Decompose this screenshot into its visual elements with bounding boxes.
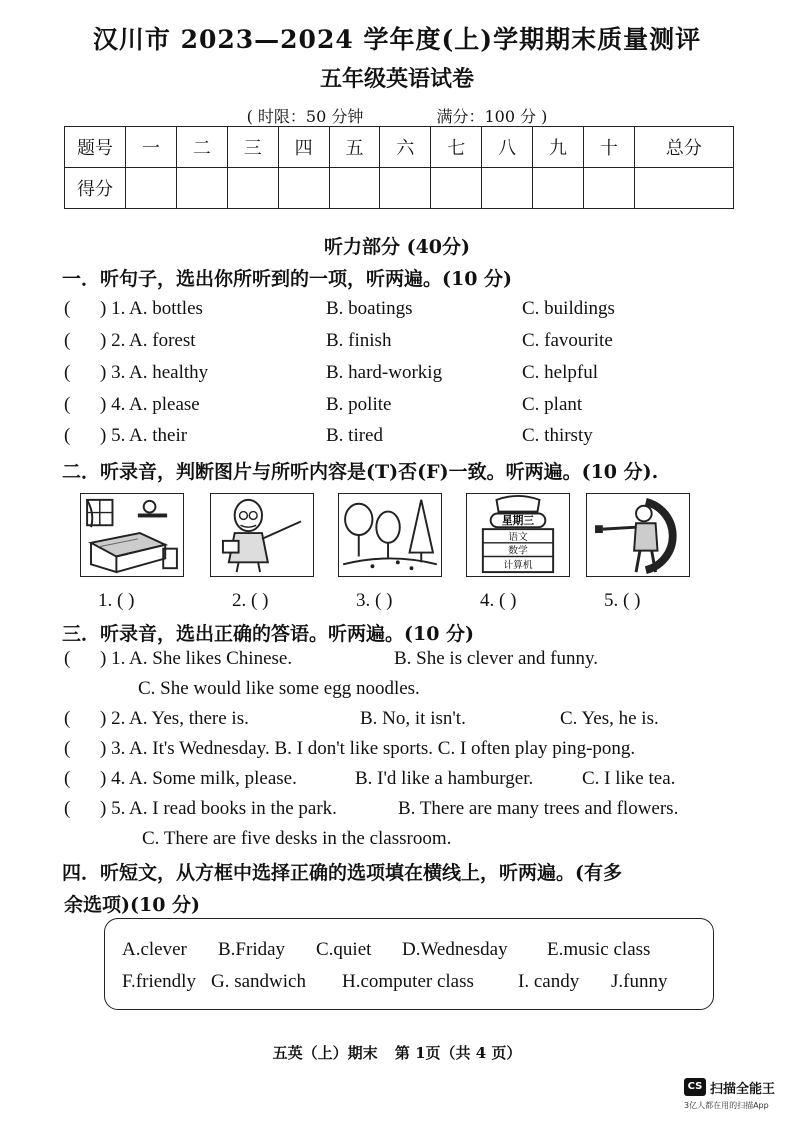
picture-answer[interactable]: 3. ( ) xyxy=(356,590,393,611)
trees-icon xyxy=(339,494,441,576)
picture-answer[interactable]: 1. ( ) xyxy=(98,590,135,611)
option-a: ) 4. A. Some milk, please. xyxy=(100,768,297,789)
section4-title: 四．听短文，从方框中选择正确的选项填在横线上，听两遍。(有多 xyxy=(62,862,622,884)
picture-answer[interactable]: 2. ( ) xyxy=(232,590,269,611)
picture-answer[interactable]: 4. ( ) xyxy=(480,590,517,611)
option-a: ) 4. A. please xyxy=(100,394,200,415)
options: ) 3. A. It's Wednesday. B. I don't like sports. C. I often play ping-pong. xyxy=(100,738,636,759)
option-item: E.music class xyxy=(547,939,651,960)
page-footer xyxy=(0,1042,794,1063)
score-row-label: 得分 xyxy=(65,168,126,209)
option-b: B. No, it isn't. xyxy=(360,708,466,729)
timetable-row: 语文 xyxy=(508,531,528,543)
option-b: B. polite xyxy=(326,394,392,415)
exam-subtitle: 五年级英语试卷 xyxy=(319,66,474,92)
teacher-picture xyxy=(210,493,314,577)
option-a: ) 2. A. forest xyxy=(100,330,196,351)
bedroom-picture xyxy=(80,493,184,577)
score-input-cell[interactable] xyxy=(227,168,278,209)
option-item: C.quiet xyxy=(316,939,372,960)
answer-paren[interactable]: ( xyxy=(64,425,71,446)
score-input-cell[interactable] xyxy=(634,168,733,209)
option-item: B.Friday xyxy=(218,939,286,960)
option-c: C. Yes, he is. xyxy=(560,708,659,729)
answer-paren[interactable]: ( xyxy=(64,394,71,415)
score-table-score-row xyxy=(65,168,734,209)
option-a: ) 3. A. healthy xyxy=(100,362,209,383)
exam-title: 汉川市 2023—2024 学年度(上)学期期末质量测评 xyxy=(92,25,702,54)
time-limit: ( 时限：50 分钟 xyxy=(246,107,364,126)
option-item: F.friendly xyxy=(122,971,196,992)
option-a: ) 5. A. I read books in the park. xyxy=(100,798,337,819)
score-input-cell[interactable] xyxy=(126,168,177,209)
watermark-name: 扫描全能王 xyxy=(710,1082,776,1097)
score-cell: 二 xyxy=(176,127,227,168)
option-item: J.funny xyxy=(611,971,668,992)
section1-item xyxy=(0,362,794,392)
option-a: ) 1. A. She likes Chinese. xyxy=(100,648,293,669)
score-input-cell[interactable] xyxy=(583,168,634,209)
score-cell: 一 xyxy=(126,127,177,168)
answer-paren[interactable]: ( xyxy=(64,708,71,729)
sports-icon xyxy=(587,494,689,576)
camscanner-logo-icon: CS xyxy=(684,1078,706,1096)
option-c: C. favourite xyxy=(522,330,613,351)
section4-title-cont: 余选项)(10 分) xyxy=(64,894,201,916)
option-c: C. There are five desks in the classroom. xyxy=(142,828,452,849)
section3-item xyxy=(0,708,794,738)
option-item: G. sandwich xyxy=(211,971,306,992)
score-cell: 九 xyxy=(533,127,584,168)
section1-item xyxy=(0,330,794,360)
score-cell: 五 xyxy=(329,127,380,168)
timetable-row: 计算机 xyxy=(503,560,533,572)
option-item: I. candy xyxy=(518,971,580,992)
bedroom-icon xyxy=(81,494,183,576)
option-b: B. tired xyxy=(326,425,383,446)
option-item: H.computer class xyxy=(342,971,474,992)
score-cell: 总分 xyxy=(634,127,733,168)
section1-item xyxy=(0,425,794,455)
score-cell: 四 xyxy=(278,127,329,168)
footer-page: 第 1页（共 4 页） xyxy=(394,1044,522,1062)
section1-title: 一．听句子，选出你所听到的一项，听两遍。(10 分) xyxy=(62,268,513,290)
score-cell: 八 xyxy=(482,127,533,168)
option-a: ) 5. A. their xyxy=(100,425,188,446)
timetable-day: 星期三 xyxy=(501,514,535,528)
score-input-cell[interactable] xyxy=(482,168,533,209)
section3-item xyxy=(0,798,794,828)
score-input-cell[interactable] xyxy=(329,168,380,209)
score-cell: 三 xyxy=(227,127,278,168)
option-item: A.clever xyxy=(122,939,187,960)
option-b: B. finish xyxy=(326,330,392,351)
option-c: C. plant xyxy=(522,394,583,415)
option-b: B. hard-workig xyxy=(326,362,443,383)
footer-course: 五英（上）期末 xyxy=(272,1044,378,1062)
option-c: C. helpful xyxy=(522,362,598,383)
picture-answer[interactable]: 5. ( ) xyxy=(604,590,641,611)
answer-paren[interactable]: ( xyxy=(64,738,71,759)
sports-picture xyxy=(586,493,690,577)
score-cell: 题号 xyxy=(65,127,126,168)
answer-paren[interactable]: ( xyxy=(64,768,71,789)
answer-paren[interactable]: ( xyxy=(64,362,71,383)
option-c: C. She would like some egg noodles. xyxy=(138,678,420,699)
teacher-icon xyxy=(211,494,313,576)
option-b: B. boatings xyxy=(326,298,413,319)
score-cell: 六 xyxy=(380,127,431,168)
score-input-cell[interactable] xyxy=(278,168,329,209)
option-c: C. thirsty xyxy=(522,425,593,446)
score-input-cell[interactable] xyxy=(533,168,584,209)
score-input-cell[interactable] xyxy=(380,168,431,209)
timetable-picture xyxy=(466,493,570,577)
score-table-header-row xyxy=(65,127,734,168)
section1-item xyxy=(0,394,794,424)
answer-paren[interactable]: ( xyxy=(64,298,71,319)
score-cell: 十 xyxy=(583,127,634,168)
option-b: B. There are many trees and flowers. xyxy=(398,798,679,819)
options-box xyxy=(104,918,714,1010)
answer-paren[interactable]: ( xyxy=(64,648,71,669)
section2-title: 二．听录音，判断图片与所听内容是(T)否(F)一致。听两遍。(10 分). xyxy=(62,461,659,483)
full-score: 满分：100 分 ) xyxy=(436,107,548,126)
listening-title: 听力部分 (40分) xyxy=(323,236,471,258)
option-c: C. buildings xyxy=(522,298,615,319)
option-item: D.Wednesday xyxy=(402,939,508,960)
options-row xyxy=(122,939,187,961)
exam-info xyxy=(0,104,794,127)
section3-item xyxy=(0,738,794,768)
score-input-cell[interactable] xyxy=(176,168,227,209)
option-a: ) 2. A. Yes, there is. xyxy=(100,708,249,729)
score-cell: 七 xyxy=(431,127,482,168)
option-b: B. I'd like a hamburger. xyxy=(355,768,534,789)
option-c: C. I like tea. xyxy=(582,768,676,789)
option-b: B. She is clever and funny. xyxy=(394,648,599,669)
section3-item xyxy=(0,648,794,678)
trees-picture xyxy=(338,493,442,577)
answer-paren[interactable]: ( xyxy=(64,798,71,819)
answer-paren[interactable]: ( xyxy=(64,330,71,351)
timetable-row: 数学 xyxy=(508,545,528,557)
watermark-tagline: 3亿人都在用的扫描App xyxy=(684,1101,769,1110)
score-input-cell[interactable] xyxy=(431,168,482,209)
section3-item xyxy=(0,768,794,798)
score-table xyxy=(64,126,734,209)
option-a: ) 1. A. bottles xyxy=(100,298,203,319)
timetable-icon xyxy=(467,494,569,576)
section3-title: 三．听录音，选出正确的答语。听两遍。(10 分) xyxy=(62,623,475,645)
section1-item xyxy=(0,298,794,328)
